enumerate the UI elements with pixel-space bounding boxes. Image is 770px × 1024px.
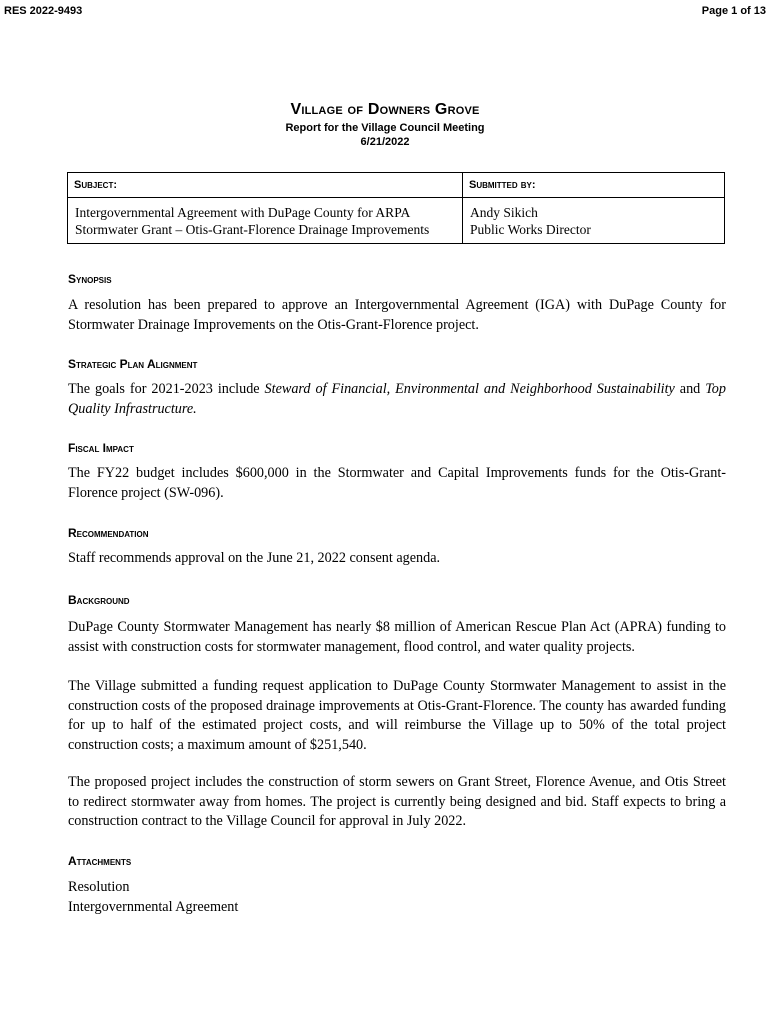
resolution-number: RES 2022-9493	[4, 5, 83, 17]
strategic-plan-heading: Strategic Plan Alignment	[68, 357, 198, 371]
strategic-goal-2: Top Quality Infrastructure.	[68, 381, 726, 417]
synopsis-heading: Synopsis	[68, 272, 112, 286]
meeting-date: 6/21/2022	[360, 136, 410, 148]
strategic-pre: The goals for 2021-2023 include	[68, 381, 265, 397]
attachment-item: Resolution	[68, 879, 130, 895]
background-heading: Background	[68, 593, 130, 607]
subject-table	[67, 172, 725, 244]
page-title: Village of Downers Grove	[290, 101, 480, 118]
background-paragraph-2: The Village submitted a funding request application to DuPage County Stormwater Management to assist in the construction costs of the proposed drainage improvements at Otis-Grant-Florence. The county has awarded funding for up to half of the estimated project costs, and will reimburse the Village up to 50% of the total project construction costs; a maximum amount of $251,540.	[68, 678, 726, 753]
page-indicator: Page 1 of 13	[701, 5, 766, 17]
subject-label: Subject:	[68, 173, 463, 198]
fiscal-impact-text: The FY22 budget includes $600,000 in the Stormwater and Capital Improvements funds for the Otis-Grant-Florence project (SW-096).	[68, 465, 726, 501]
background-paragraph-3: The proposed project includes the construction of storm sewers on Grant Street, Florence Avenue, and Otis Street to redirect stormwater away from homes. The project is currently being designed and bid. Staff expects to bring a construction contract to the Village Council for approval in July 2022.	[68, 774, 726, 829]
recommendation-text: Staff recommends approval on the June 21, 2022 consent agenda.	[68, 550, 441, 566]
attachments-list	[68, 878, 726, 917]
synopsis-text: A resolution has been prepared to approve an Intergovernmental Agreement (IGA) with DuPage County for Stormwater Drainage Improvements on the Otis-Grant-Florence project.	[68, 297, 726, 333]
attachment-item: Intergovernmental Agreement	[68, 898, 239, 915]
subject-line-1: Intergovernmental Agreement with DuPage County for ARPA	[75, 205, 411, 220]
submitted-by-value	[463, 198, 725, 244]
title-block	[0, 101, 770, 148]
subject-value	[68, 198, 463, 244]
strategic-plan-text	[68, 380, 726, 419]
strategic-goal-1: Steward of Financial, Environmental and Neighborhood Sustainability	[264, 381, 675, 397]
submitter-name: Andy Sikich	[470, 205, 538, 220]
report-subtitle: Report for the Village Council Meeting	[285, 122, 485, 134]
submitted-by-label: Submitted by:	[463, 173, 725, 198]
strategic-mid: and	[674, 381, 706, 397]
subject-line-2: Stormwater Grant – Otis-Grant-Florence Drainage Improvements	[75, 222, 430, 237]
fiscal-impact-heading: Fiscal Impact	[68, 441, 134, 455]
submitter-title: Public Works Director	[470, 222, 591, 237]
attachments-heading: Attachments	[68, 854, 132, 868]
recommendation-heading: Recommendation	[68, 526, 149, 540]
background-paragraph-1: DuPage County Stormwater Management has nearly $8 million of American Rescue Plan Act (APRA) funding to assist with construction costs for stormwater management, flood control, and water quality projects.	[68, 619, 726, 655]
